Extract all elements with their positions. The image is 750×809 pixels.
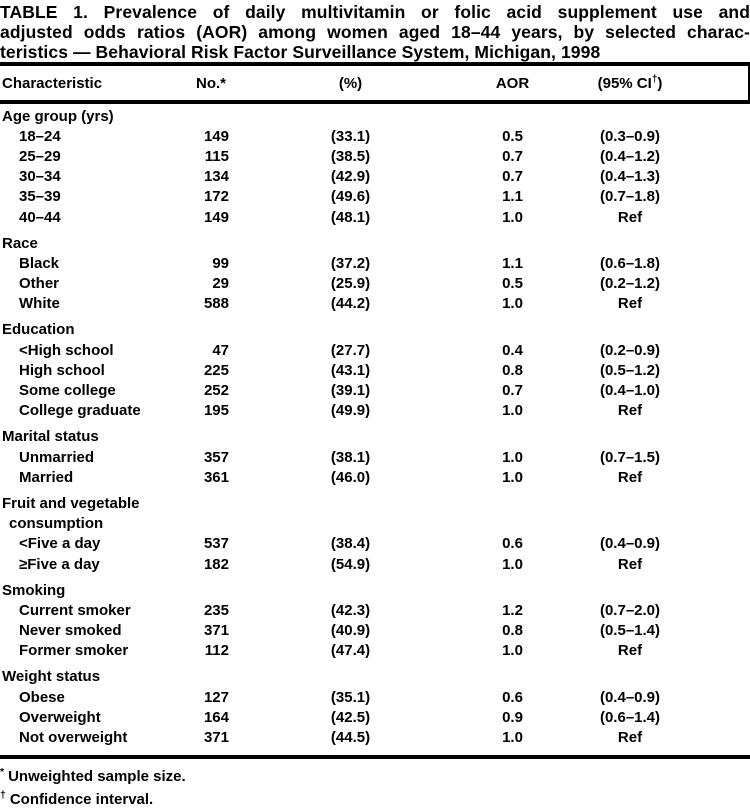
cell-aor: 0.5 <box>502 127 523 145</box>
cell-sample-size: 99 <box>212 254 229 272</box>
row-label: Unmarried <box>19 448 95 466</box>
cell-percent: (38.4) <box>330 535 371 553</box>
ci-header-text: (95% CI <box>597 75 652 92</box>
cell-percent: (44.2) <box>330 295 371 313</box>
section-header: Fruit and vegetable <box>2 494 140 512</box>
table-section <box>0 580 750 661</box>
cell-ci: (0.7–2.0) <box>599 601 661 619</box>
table-section <box>0 233 750 314</box>
row-label: ≥Five a day <box>19 555 100 573</box>
row-label: <Five a day <box>19 535 101 553</box>
cell-sample-size: 29 <box>212 275 229 293</box>
footnotes <box>0 759 750 809</box>
column-header-aor: AOR <box>495 74 530 92</box>
section-header: Weight status <box>2 668 101 686</box>
cell-sample-size: 588 <box>203 295 229 313</box>
cell-percent: (48.1) <box>330 208 371 226</box>
table-body <box>0 104 750 748</box>
cell-aor: 1.0 <box>502 295 523 313</box>
cell-ci: (0.4–1.3) <box>599 168 661 186</box>
cell-sample-size: 112 <box>204 642 229 660</box>
cell-ci: (0.6–1.4) <box>599 708 661 726</box>
asterisk-marker: * <box>0 765 5 778</box>
table-row <box>0 727 750 747</box>
cell-aor: 0.7 <box>502 168 523 186</box>
cell-sample-size: 371 <box>203 729 229 747</box>
cell-aor: 0.8 <box>502 622 523 640</box>
cell-ci: (0.5–1.4) <box>599 622 661 640</box>
cell-aor: 1.2 <box>502 601 523 619</box>
row-label: Obese <box>19 688 65 706</box>
cell-percent: (25.9) <box>330 275 371 293</box>
table-row <box>0 534 750 554</box>
section-header: Education <box>2 321 75 339</box>
dagger-marker: † <box>0 788 6 801</box>
table-row <box>0 274 750 294</box>
cell-sample-size: 115 <box>204 147 229 165</box>
table-row <box>0 340 750 360</box>
cell-percent: (47.4) <box>330 642 371 660</box>
cell-aor: 1.0 <box>502 402 523 420</box>
cell-ci: (0.2–1.2) <box>599 275 661 293</box>
cell-percent: (44.5) <box>330 729 371 747</box>
cell-percent: (49.9) <box>330 402 371 420</box>
footnote-confidence-interval <box>0 786 750 809</box>
cell-percent: (37.2) <box>330 254 371 272</box>
cell-aor: 0.4 <box>502 341 523 359</box>
cell-ci: (0.4–1.2) <box>599 147 661 165</box>
table-row <box>0 401 750 421</box>
cell-ci: (0.7–1.8) <box>599 188 661 206</box>
cell-aor: 1.0 <box>502 468 523 486</box>
row-label: Some college <box>19 382 116 400</box>
cell-ci: (0.2–0.9) <box>599 341 661 359</box>
column-header-characteristic: Characteristic <box>2 74 103 92</box>
table-row <box>0 687 750 707</box>
table-row <box>0 294 750 314</box>
cell-sample-size: 182 <box>203 555 229 573</box>
row-label: 25–29 <box>19 147 61 165</box>
table-row <box>0 621 750 641</box>
row-label: <High school <box>19 341 114 359</box>
cell-aor: 0.7 <box>502 382 523 400</box>
cell-percent: (38.5) <box>330 147 371 165</box>
table-row <box>0 146 750 166</box>
row-label: 18–24 <box>19 127 61 145</box>
cell-sample-size: 149 <box>203 208 229 226</box>
row-label: 35–39 <box>19 188 61 206</box>
cell-sample-size: 195 <box>203 402 229 420</box>
cell-sample-size: 225 <box>203 361 229 379</box>
cell-ci: (0.7–1.5) <box>599 448 661 466</box>
table-title-line1: TABLE 1. Prevalence of daily multivitamin or folic acid supplement use and <box>0 2 750 22</box>
section-header-line2: consumption <box>9 515 104 533</box>
row-label: 40–44 <box>19 208 61 226</box>
footnote-text: Confidence interval. <box>9 790 154 808</box>
row-label: Current smoker <box>19 601 131 619</box>
cell-ci: Ref <box>617 555 643 573</box>
footnote-sample-size <box>0 763 750 786</box>
table-section <box>0 427 750 488</box>
table-row <box>0 467 750 487</box>
cell-percent: (35.1) <box>330 688 371 706</box>
column-header-no: No.* <box>196 74 226 92</box>
cell-aor: 0.5 <box>502 275 523 293</box>
table-row <box>0 380 750 400</box>
cell-percent: (38.1) <box>330 448 371 466</box>
cell-sample-size: 47 <box>212 341 229 359</box>
table-row <box>0 126 750 146</box>
cell-aor: 0.8 <box>502 361 523 379</box>
row-label: College graduate <box>19 402 141 420</box>
table-header-row <box>0 66 750 100</box>
cell-sample-size: 127 <box>203 688 229 706</box>
cell-percent: (49.6) <box>330 188 371 206</box>
table-section <box>0 106 750 227</box>
table-row <box>0 253 750 273</box>
cell-sample-size: 235 <box>203 601 229 619</box>
row-label: Black <box>19 254 60 272</box>
table-row <box>0 187 750 207</box>
column-header-percent: (%) <box>338 74 363 92</box>
cell-percent: (43.1) <box>330 361 371 379</box>
cell-ci: Ref <box>617 468 643 486</box>
row-label: High school <box>19 361 105 379</box>
table-title-line3: teristics — Behavioral Risk Factor Surveillance System, Michigan, 1998 <box>0 42 601 62</box>
table-row <box>0 600 750 620</box>
cell-aor: 0.7 <box>502 147 523 165</box>
section-header: Race <box>2 234 38 252</box>
cell-percent: (27.7) <box>330 341 371 359</box>
cell-percent: (54.9) <box>330 555 371 573</box>
table-title-line2: adjusted odds ratios (AOR) among women aged 18–44 years, by selected charac- <box>0 22 750 42</box>
row-label: 30–34 <box>19 168 61 186</box>
cell-percent: (33.1) <box>330 127 371 145</box>
table-section <box>0 320 750 421</box>
cell-percent: (46.0) <box>330 468 371 486</box>
table-row <box>0 167 750 187</box>
row-label: White <box>19 295 60 313</box>
table-section <box>0 493 750 574</box>
cell-ci: Ref <box>617 642 643 660</box>
cell-ci: (0.3–0.9) <box>599 127 661 145</box>
cell-aor: 1.1 <box>502 188 523 206</box>
cell-aor: 0.6 <box>502 535 523 553</box>
cell-ci: (0.5–1.2) <box>599 361 661 379</box>
ci-header-dagger: † <box>651 74 658 85</box>
cell-percent: (42.9) <box>330 168 371 186</box>
row-label: Overweight <box>19 708 101 726</box>
cell-percent: (42.5) <box>330 708 371 726</box>
cell-sample-size: 537 <box>203 535 229 553</box>
section-header: Age group (yrs) <box>2 107 114 125</box>
section-header: Smoking <box>2 581 66 599</box>
table-row <box>0 360 750 380</box>
cell-sample-size: 371 <box>203 622 229 640</box>
table-row <box>0 641 750 661</box>
footnote-text: Unweighted sample size. <box>8 767 186 785</box>
cell-percent: (42.3) <box>330 601 371 619</box>
cell-ci: (0.4–1.0) <box>599 382 661 400</box>
cell-sample-size: 172 <box>203 188 229 206</box>
column-header-ci <box>565 74 695 92</box>
cell-sample-size: 149 <box>203 127 229 145</box>
cell-sample-size: 357 <box>203 448 229 466</box>
cell-ci: Ref <box>617 402 643 420</box>
row-label: Not overweight <box>19 729 128 747</box>
cell-aor: 1.1 <box>502 254 523 272</box>
cell-ci: (0.4–0.9) <box>599 688 661 706</box>
section-header: Marital status <box>2 428 99 446</box>
ci-header-close-paren: ) <box>657 75 663 92</box>
cell-ci: Ref <box>617 208 643 226</box>
table-title <box>0 0 750 62</box>
table-section <box>0 667 750 748</box>
body-bottom-spacer <box>0 748 750 755</box>
cell-aor: 1.0 <box>502 642 523 660</box>
cell-sample-size: 134 <box>203 168 229 186</box>
row-label: Former smoker <box>19 642 129 660</box>
cell-ci: (0.6–1.8) <box>599 254 661 272</box>
cell-aor: 0.9 <box>502 708 523 726</box>
cell-percent: (39.1) <box>330 382 371 400</box>
cell-sample-size: 361 <box>203 468 229 486</box>
cell-sample-size: 164 <box>203 708 229 726</box>
cell-aor: 1.0 <box>502 448 523 466</box>
row-label: Married <box>19 468 74 486</box>
row-label: Never smoked <box>19 622 122 640</box>
cell-aor: 1.0 <box>502 729 523 747</box>
cell-aor: 1.0 <box>502 208 523 226</box>
row-label: Other <box>19 275 60 293</box>
cell-sample-size: 252 <box>203 382 229 400</box>
cell-ci: Ref <box>617 729 643 747</box>
cell-ci: (0.4–0.9) <box>599 535 661 553</box>
table-row <box>0 447 750 467</box>
cell-aor: 0.6 <box>502 688 523 706</box>
table-row <box>0 554 750 574</box>
cell-percent: (40.9) <box>330 622 371 640</box>
cell-aor: 1.0 <box>502 555 523 573</box>
cell-ci: Ref <box>617 295 643 313</box>
table-row <box>0 207 750 227</box>
table-row <box>0 707 750 727</box>
